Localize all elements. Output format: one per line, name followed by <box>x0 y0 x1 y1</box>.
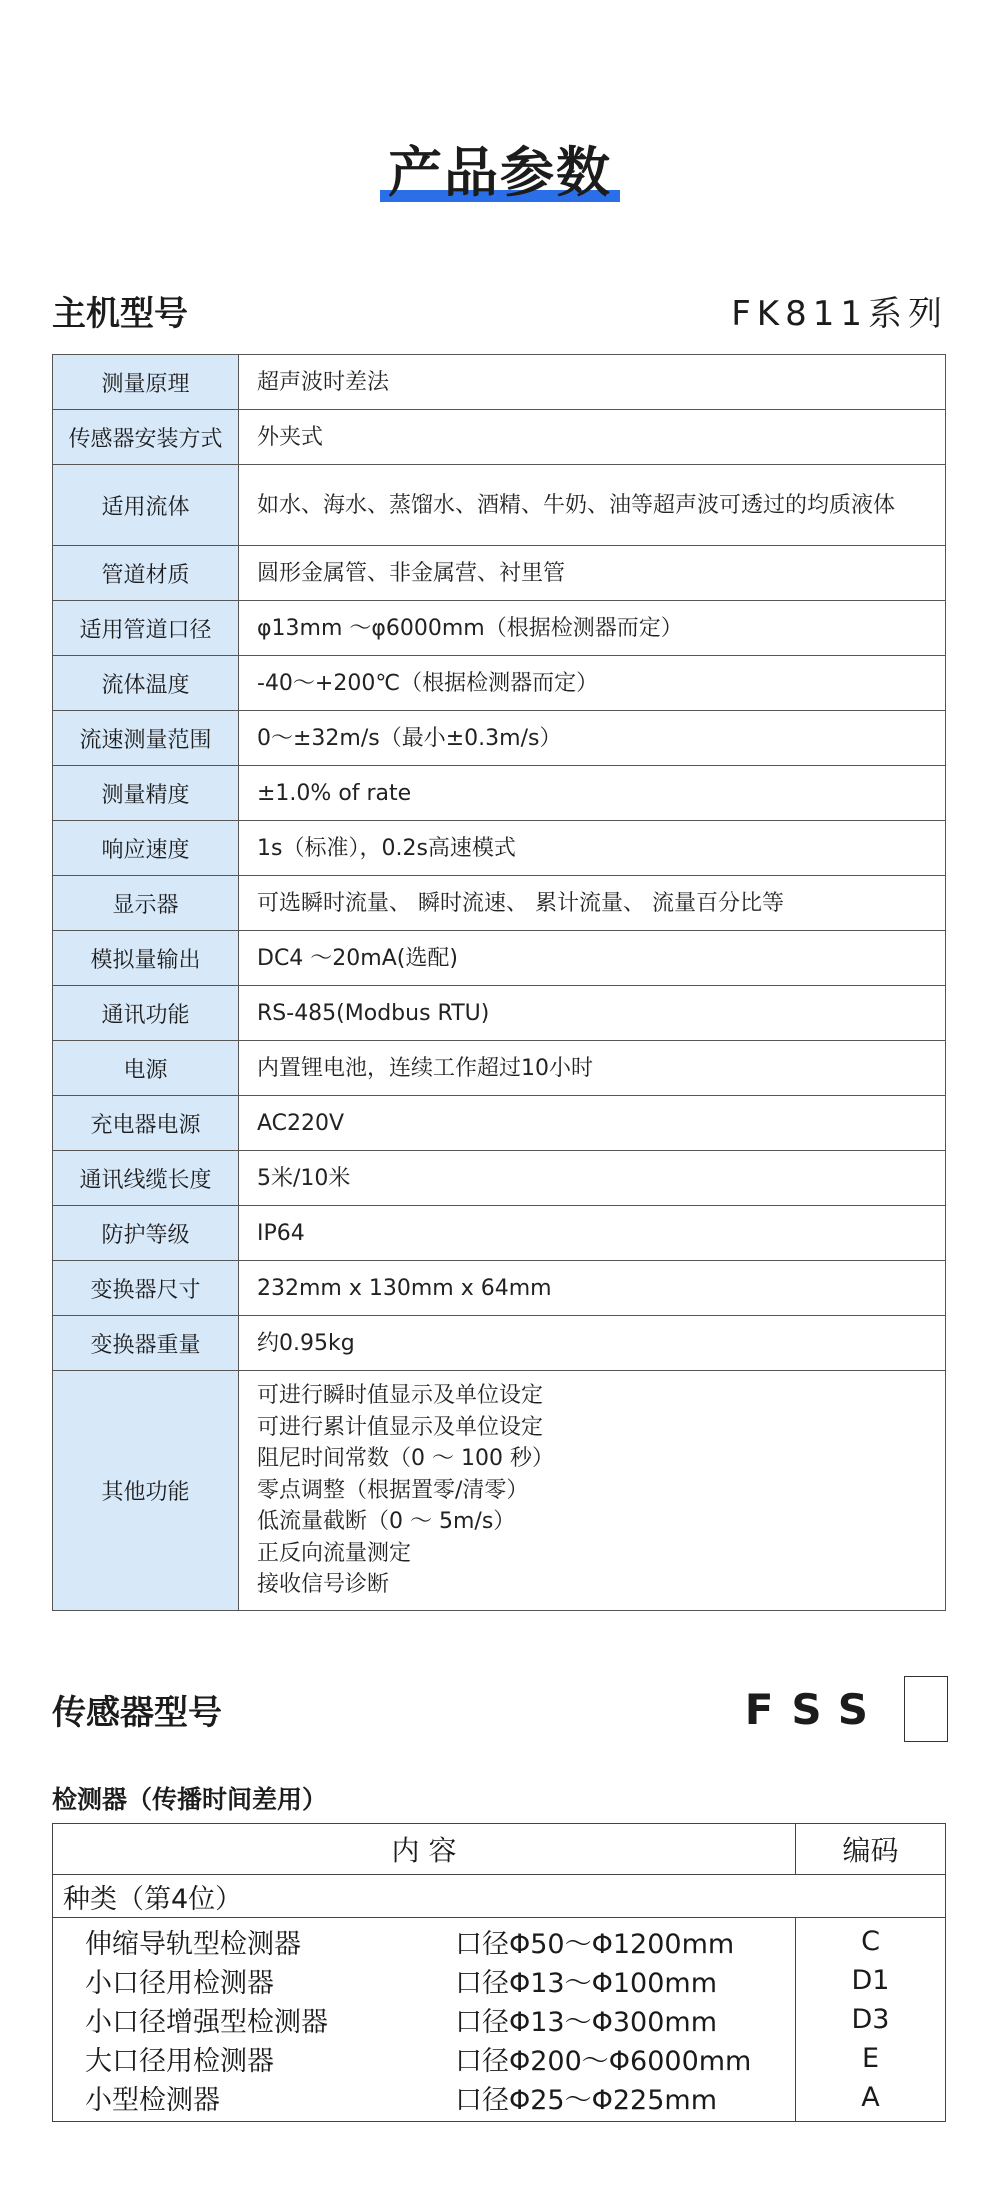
spec-row <box>53 355 946 410</box>
spec-key: 流速测量范围 <box>53 711 239 766</box>
spec-row <box>53 876 946 931</box>
detector-diameter: 口径Φ25～Φ225mm <box>455 2085 717 2116</box>
col-code-header: 编码 <box>796 1824 946 1875</box>
detector-diameter: 口径Φ200～Φ6000mm <box>455 2046 752 2077</box>
spec-row <box>53 546 946 601</box>
spec-row <box>53 986 946 1041</box>
detector-name: 小口径用检测器 <box>85 1968 274 1999</box>
spec-value: DC4 ～20mA(选配) <box>239 931 946 986</box>
detector-subtitle: 检测器（传播时间差用） <box>52 1785 328 1814</box>
spec-row-other <box>53 1371 946 1611</box>
spec-key: 防护等级 <box>53 1206 239 1261</box>
spec-value: 约0.95kg <box>239 1316 946 1371</box>
detector-code: C <box>861 1926 880 1957</box>
detector-name: 小型检测器 <box>85 2085 220 2116</box>
spec-key: 流体温度 <box>53 656 239 711</box>
spec-key: 通讯功能 <box>53 986 239 1041</box>
spec-value: IP64 <box>239 1206 946 1261</box>
spec-key: 变换器尺寸 <box>53 1261 239 1316</box>
spec-value: 如水、海水、蒸馏水、酒精、牛奶、油等超声波可透过的均质液体 <box>239 465 946 546</box>
detector-diameter: 口径Φ50～Φ1200mm <box>455 1929 735 1960</box>
detector-row <box>53 1922 795 1961</box>
spec-key: 测量原理 <box>53 355 239 410</box>
spec-key: 管道材质 <box>53 546 239 601</box>
spec-key: 通讯线缆长度 <box>53 1151 239 1206</box>
spec-row <box>53 410 946 465</box>
spec-row <box>53 1261 946 1316</box>
spec-value: ±1.0% of rate <box>239 766 946 821</box>
page-title-wrap <box>0 138 1000 208</box>
other-function-item: 阻尼时间常数（0 ～ 100 秒） <box>257 1446 554 1472</box>
page-title <box>380 138 620 208</box>
spec-key: 电源 <box>53 1041 239 1096</box>
detector-row <box>53 1961 795 2000</box>
spec-row <box>53 766 946 821</box>
detector-code: D3 <box>851 2004 890 2035</box>
detector-codes <box>796 1918 946 2122</box>
detector-code: A <box>861 2082 880 2113</box>
spec-value: 5米/10米 <box>239 1151 946 1206</box>
host-header <box>52 286 948 335</box>
sensor-code-prefix: FSS <box>744 1684 886 1734</box>
spec-row <box>53 465 946 546</box>
spec-value: 可选瞬时流量、 瞬时流速、 累计流量、 流量百分比等 <box>239 876 946 931</box>
spec-key: 变换器重量 <box>53 1316 239 1371</box>
spec-value: φ13mm ～φ6000mm（根据检测器而定） <box>239 601 946 656</box>
detector-name: 伸缩导轨型检测器 <box>85 1929 301 1960</box>
detector-diameter: 口径Φ13～Φ100mm <box>455 1968 717 1999</box>
spec-key: 其他功能 <box>53 1371 239 1611</box>
spec-value-list <box>239 1371 946 1611</box>
spec-row <box>53 601 946 656</box>
spec-key: 充电器电源 <box>53 1096 239 1151</box>
detector-row <box>53 2078 795 2117</box>
detector-code: D1 <box>851 1965 890 1996</box>
spec-value: 1s（标准），0.2s高速模式 <box>239 821 946 876</box>
spec-key: 模拟量输出 <box>53 931 239 986</box>
detector-items <box>53 1918 796 2122</box>
spec-row <box>53 656 946 711</box>
spec-value: 内置锂电池，连续工作超过10小时 <box>239 1041 946 1096</box>
category-label: 种类（第4位） <box>53 1875 946 1918</box>
spec-key: 传感器安装方式 <box>53 410 239 465</box>
spec-value: -40～+200℃（根据检测器而定） <box>239 656 946 711</box>
detector-name: 小口径增强型检测器 <box>85 2007 328 2038</box>
spec-key: 响应速度 <box>53 821 239 876</box>
detector-diameter: 口径Φ13～Φ300mm <box>455 2007 717 2038</box>
spec-value: 232mm x 130mm x 64mm <box>239 1261 946 1316</box>
host-series: FK811系列 <box>731 294 948 334</box>
detector-row <box>53 2000 795 2039</box>
host-title: 主机型号 <box>52 294 188 334</box>
spec-key: 测量精度 <box>53 766 239 821</box>
spec-row <box>53 1316 946 1371</box>
spec-table <box>52 354 946 1611</box>
other-function-item: 零点调整（根据置零/清零） <box>257 1477 529 1503</box>
spec-row <box>53 711 946 766</box>
spec-key: 显示器 <box>53 876 239 931</box>
spec-row <box>53 1096 946 1151</box>
spec-row <box>53 1151 946 1206</box>
spec-value: 外夹式 <box>239 410 946 465</box>
detector-code: E <box>861 2043 880 2074</box>
spec-value: 超声波时差法 <box>239 355 946 410</box>
spec-value: 圆形金属管、非金属营、衬里管 <box>239 546 946 601</box>
spec-value: AC220V <box>239 1096 946 1151</box>
other-function-item: 正反向流量测定 <box>257 1540 412 1566</box>
detector-name: 大口径用检测器 <box>85 2046 274 2077</box>
other-function-item: 接收信号诊断 <box>257 1572 390 1598</box>
other-function-item: 低流量截断（0 ～ 5m/s） <box>257 1509 516 1535</box>
page-title-text: 产品参数 <box>388 141 612 204</box>
sensor-header <box>52 1676 948 1742</box>
spec-key: 适用管道口径 <box>53 601 239 656</box>
other-function-item: 可进行累计值显示及单位设定 <box>257 1414 544 1440</box>
spec-value: 0～±32m/s（最小±0.3m/s） <box>239 711 946 766</box>
other-function-item: 可进行瞬时值显示及单位设定 <box>257 1383 544 1409</box>
spec-key: 适用流体 <box>53 465 239 546</box>
sensor-code <box>745 1676 948 1742</box>
spec-row <box>53 821 946 876</box>
sensor-title: 传感器型号 <box>52 1692 222 1733</box>
spec-row <box>53 931 946 986</box>
spec-row <box>53 1206 946 1261</box>
detector-table <box>52 1823 946 2122</box>
sensor-code-box <box>904 1676 948 1742</box>
detector-row <box>53 2039 795 2078</box>
col-content-header: 内 容 <box>53 1824 796 1875</box>
spec-row <box>53 1041 946 1096</box>
spec-value: RS-485(Modbus RTU) <box>239 986 946 1041</box>
